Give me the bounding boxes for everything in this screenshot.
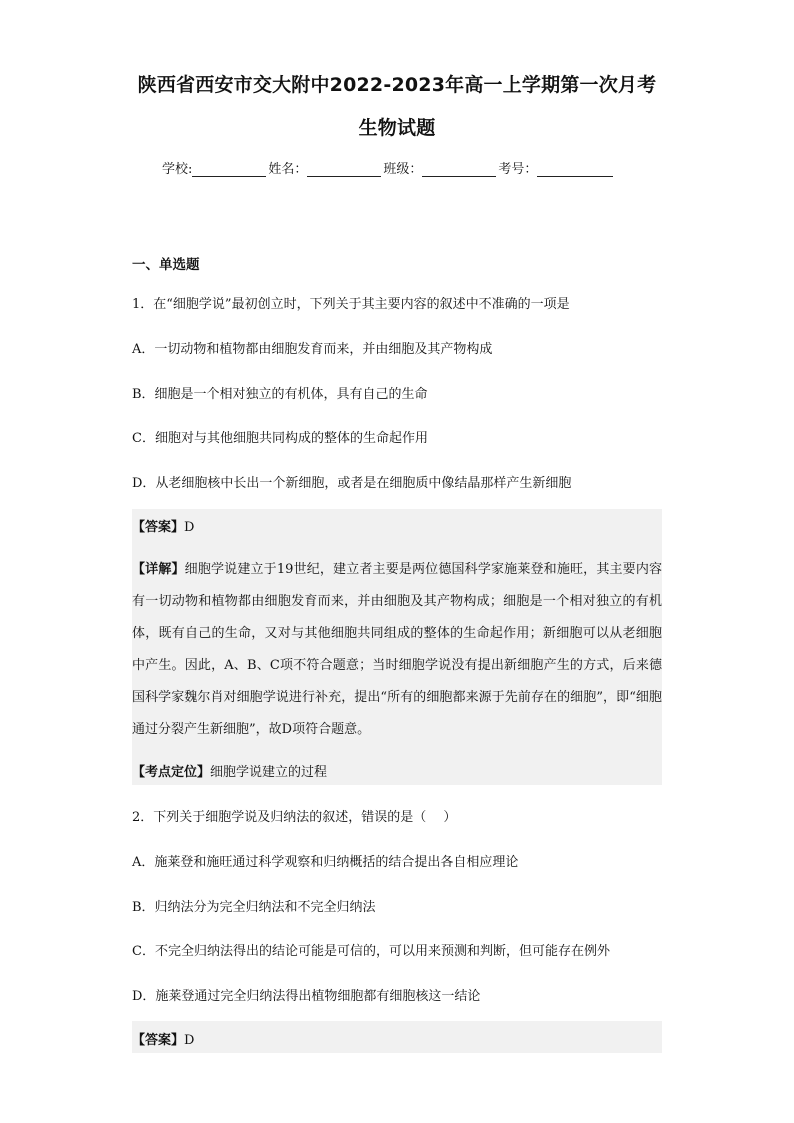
question-2-stem: 2．下列关于细胞学说及归纳法的叙述，错误的是（ ）	[132, 810, 457, 825]
student-info-line	[162, 158, 615, 177]
school-blank[interactable]	[192, 162, 266, 177]
class-label: 班级：	[383, 162, 423, 177]
exam-title: 陕西省西安市交大附中2022-2023年高一上学期第一次月考	[137, 74, 657, 96]
question-1-detail	[132, 554, 662, 746]
name-label: 姓名：	[268, 162, 308, 177]
point-label: 【考点定位】	[132, 765, 211, 780]
detail-label: 【详解】	[132, 562, 185, 577]
answer-label: 【答案】	[132, 520, 185, 535]
question-1-option-c: C．细胞对与其他细胞共同构成的整体的生命起作用	[132, 431, 428, 446]
question-1-answer-box	[132, 509, 662, 785]
question-1-option-d: D．从老细胞核中长出一个新细胞，或者是在细胞质中像结晶那样产生新细胞	[132, 476, 572, 491]
question-1-point	[132, 761, 327, 780]
point-text: 细胞学说建立的过程	[210, 765, 328, 780]
number-label: 考号：	[498, 162, 538, 177]
question-1-answer	[132, 516, 194, 535]
number-blank[interactable]	[537, 162, 613, 177]
question-1-stem: 1．在“细胞学说”最初创立时，下列关于其主要内容的叙述中不准确的一项是	[132, 297, 570, 312]
question-2-answer-box	[132, 1021, 662, 1053]
answer-value: D	[184, 520, 195, 535]
name-blank[interactable]	[307, 162, 381, 177]
question-1-option-b: B．细胞是一个相对独立的有机体，具有自己的生命	[132, 387, 428, 402]
question-1-option-a: A．一切动物和植物都由细胞发育而来，并由细胞及其产物构成	[132, 342, 493, 357]
question-2-option-b: B．归纳法分为完全归纳法和不完全归纳法	[132, 900, 376, 915]
school-label: 学校:	[162, 162, 193, 177]
question-2-answer	[132, 1029, 194, 1048]
answer-value: D	[184, 1033, 195, 1048]
question-2-option-c: C．不完全归纳法得出的结论可能是可信的，可以用来预测和判断，但可能存在例外	[132, 944, 610, 959]
exam-subject: 生物试题	[358, 117, 436, 139]
detail-text: 细胞学说建立于19世纪，建立者主要是两位德国科学家施莱登和施旺，其主要内容有一切动物和植物都由细胞发育而来，并由细胞及其产物构成；细胞是一个相对独立的有机体，既有自己的生命，又对与其他细胞共同组成的整体的生命起作用；新细胞可以从老细胞中产生。因此，A、B、C项不符合题意；当时细胞学说没有提出新细胞产生的方式，后来德国科学家魏尔肖对细胞学说进行补充，提出“所有的细胞都来源于先前存在的细胞”，即“细胞通过分裂产生新细胞”，故D项符合题意。	[132, 562, 662, 737]
answer-label: 【答案】	[132, 1033, 185, 1048]
class-blank[interactable]	[422, 162, 496, 177]
section-title: 一、单选题	[132, 257, 200, 273]
question-2-option-a: A．施莱登和施旺通过科学观察和归纳概括的结合提出各自相应理论	[132, 855, 519, 870]
question-2-option-d: D．施莱登通过完全归纳法得出植物细胞都有细胞核这一结论	[132, 989, 481, 1004]
